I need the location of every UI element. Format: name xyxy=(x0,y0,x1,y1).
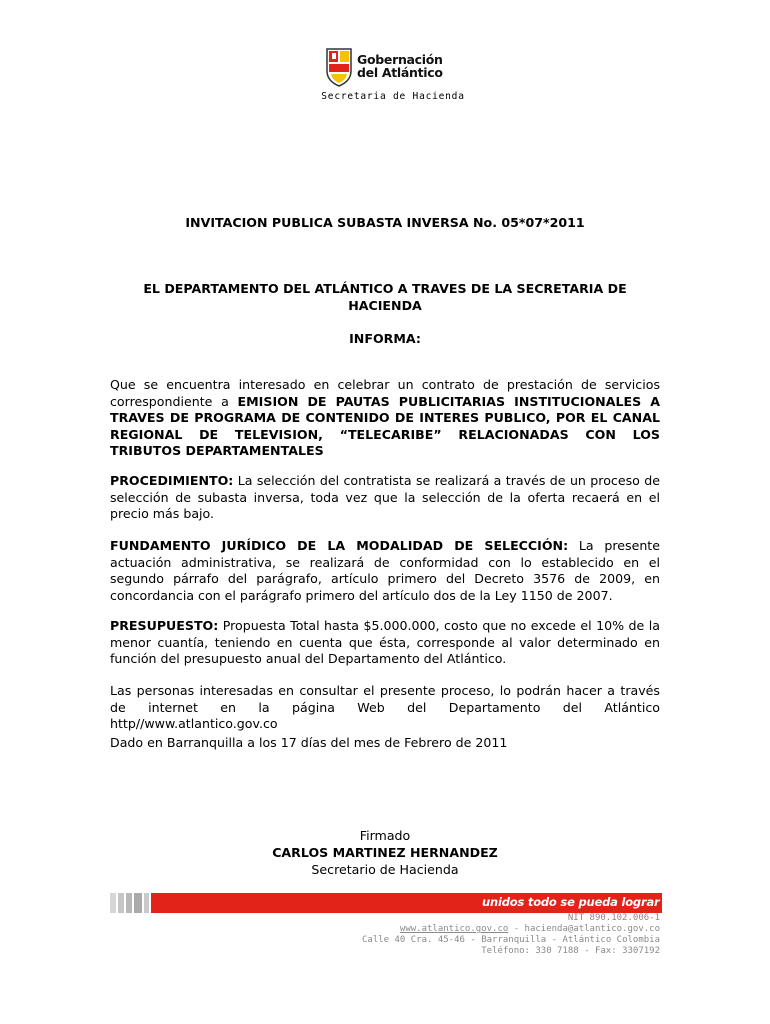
footer-phone: Teléfono: 330 7188 - Fax: 3307192 xyxy=(481,946,660,956)
footer-email: - hacienda@atlantico.gov.co xyxy=(508,924,660,934)
coat-of-arms-icon xyxy=(326,47,352,87)
paragraph-fecha: Dado en Barranquilla a los 17 días del mes de Febrero de 2011 xyxy=(110,735,508,750)
footer-contact xyxy=(250,924,660,935)
logo-line-2: del Atlántico xyxy=(357,65,443,80)
procedimiento-text: La selección del contratista se realizará a través de un proceso de selección de subasta inversa, toda vez que la selección de la oferta recaerá en el precio más bajo. xyxy=(110,473,660,521)
gobernacion-logo xyxy=(326,47,476,95)
fundamento-text: La presente actuación administrativa, se realizará de conformidad con lo establecido en el segundo párrafo del parágrafo, artículo primero del Decreto 3576 de 2009, en concordancia con el parágrafo primero del artículo dos de la Ley 1150 de 2007. xyxy=(110,538,660,603)
fundamento-label: FUNDAMENTO JURÍDICO DE LA MODALIDAD DE SELECCIÓN: xyxy=(110,538,569,553)
object-bold-text: EMISION DE PAUTAS PUBLICITARIAS INSTITUCIONALES A TRAVES DE PROGRAMA DE CONTENIDO DE INTERES PUBLICO, POR EL CANAL REGIONAL DE TELEVISION, “TELECARIBE” RELACIONADAS CON LOS TRIBUTOS DEPARTAMENTALES xyxy=(110,393,661,458)
document-title: INVITACION PUBLICA SUBASTA INVERSA No. 05*07*2011 xyxy=(185,215,585,230)
procedimiento-label: PROCEDIMIENTO: xyxy=(110,473,234,488)
paragraph-fundamento xyxy=(110,538,660,604)
paragraph-object xyxy=(110,377,660,460)
footer-address: Calle 40 Cra. 45-46 - Barranquilla - Atlántico Colombia xyxy=(361,935,660,945)
paragraph-procedimiento xyxy=(110,473,660,523)
signature-status: Firmado xyxy=(359,828,411,843)
document-heading: EL DEPARTAMENTO DEL ATLÁNTICO A TRAVES DE LA SECRETARIA DE HACIENDA xyxy=(143,281,627,313)
signatory-role: Secretario de Hacienda xyxy=(311,862,459,877)
footer-slogan: unidos todo se pueda lograr xyxy=(482,895,660,909)
signatory-name: CARLOS MARTINEZ HERNANDEZ xyxy=(272,845,498,860)
paragraph-consulta: Las personas interesadas en consultar el presente proceso, lo podrán hacer a través de internet en la página Web del Departamento del Atlántico http//www.atlantico.gov.co xyxy=(110,683,660,731)
object-text: Que se encuentra interesado en celebrar un contrato de prestación de servicios correspondiente a xyxy=(110,377,660,409)
website-link[interactable]: www.atlantico.gov.co xyxy=(399,924,509,934)
logo-title xyxy=(357,53,443,79)
department-subtitle: Secretaria de Hacienda xyxy=(321,91,465,102)
presupuesto-label: PRESUPUESTO: xyxy=(110,618,219,633)
informa-heading: INFORMA: xyxy=(349,331,421,346)
presupuesto-text: Propuesta Total hasta $5.000.000, costo que no excede el 10% de la menor cuantía, teniendo en cuenta que ésta, corresponde al valor determinado en función del presupuesto anual del Departamento del Atlántico. xyxy=(110,618,660,666)
footer-nit: NIT 890.102.006-1 xyxy=(567,913,660,923)
paragraph-presupuesto xyxy=(110,618,660,668)
logo-line-1: Gobernación xyxy=(357,52,443,67)
